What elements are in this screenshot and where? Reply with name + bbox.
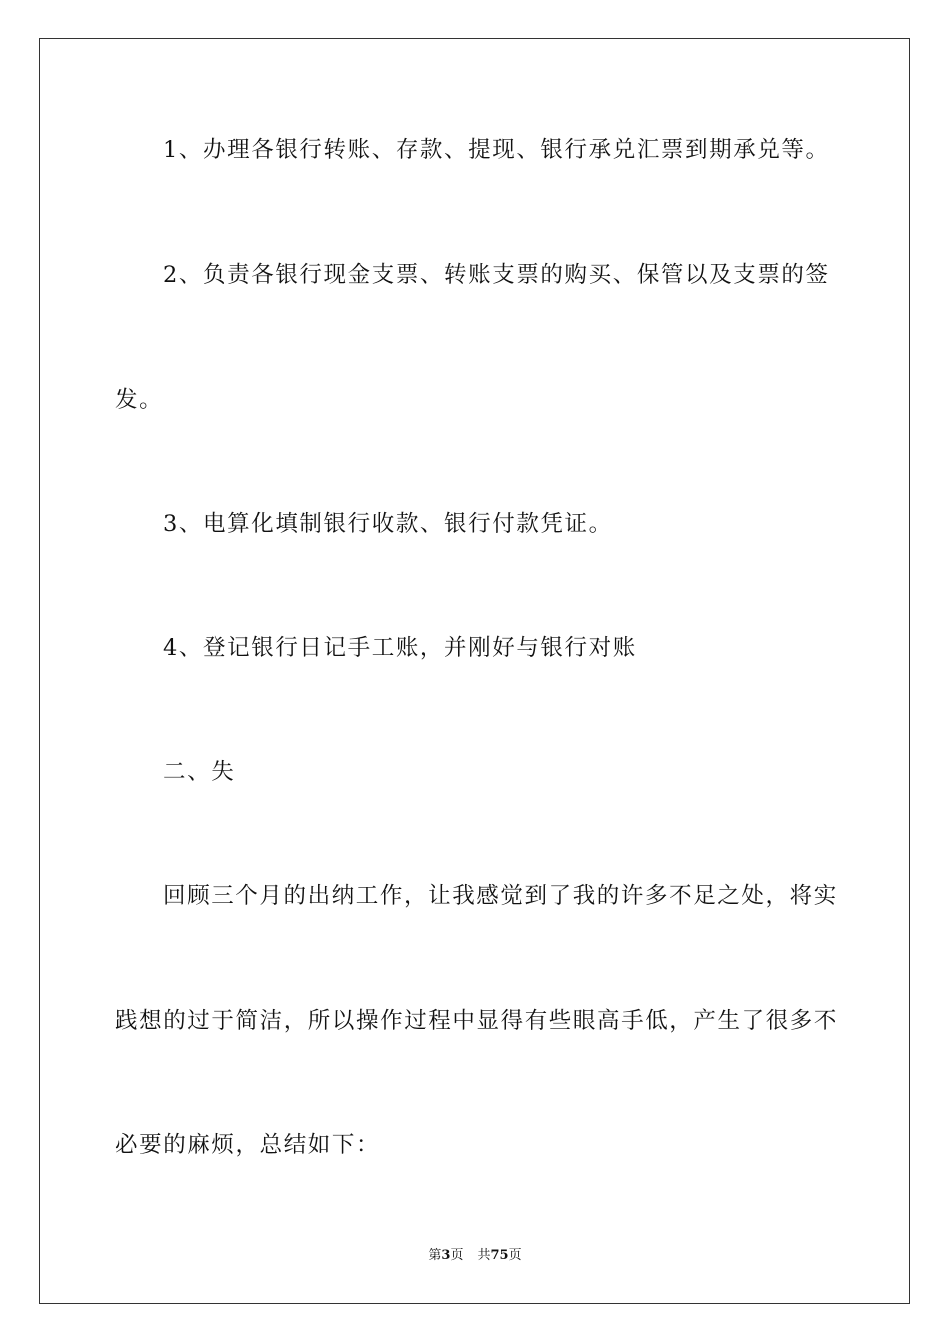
- total-prefix: 共: [477, 1248, 491, 1263]
- paragraph-line-7: 回顾三个月的出纳工作，让我感觉到了我的许多不足之处，将实: [163, 883, 838, 909]
- section-heading: 二、失: [163, 759, 236, 785]
- page-border: [39, 38, 910, 1304]
- paragraph-line-3: 发。: [115, 387, 164, 413]
- paragraph-line-1: 1、办理各银行转账、存款、提现、银行承兑汇票到期承兑等。: [163, 137, 830, 163]
- paragraph-line-2: 2、负责各银行现金支票、转账支票的购买、保管以及支票的签: [163, 262, 830, 288]
- paragraph-line-8: 践想的过于简洁，所以操作过程中显得有些眼高手低，产生了很多不: [115, 1008, 839, 1034]
- total-pages: 75: [490, 1248, 509, 1263]
- page-footer: [0, 1249, 950, 1262]
- page-prefix: 第: [428, 1248, 442, 1263]
- paragraph-line-4: 3、电算化填制银行收款、银行付款凭证。: [163, 511, 613, 537]
- paragraph-line-9: 必要的麻烦，总结如下：: [115, 1132, 381, 1158]
- paragraph-line-5: 4、登记银行日记手工账，并刚好与银行对账: [163, 635, 637, 661]
- page-number: 3: [441, 1248, 451, 1263]
- total-suffix: 页: [508, 1248, 522, 1263]
- page-suffix: 页: [450, 1248, 464, 1263]
